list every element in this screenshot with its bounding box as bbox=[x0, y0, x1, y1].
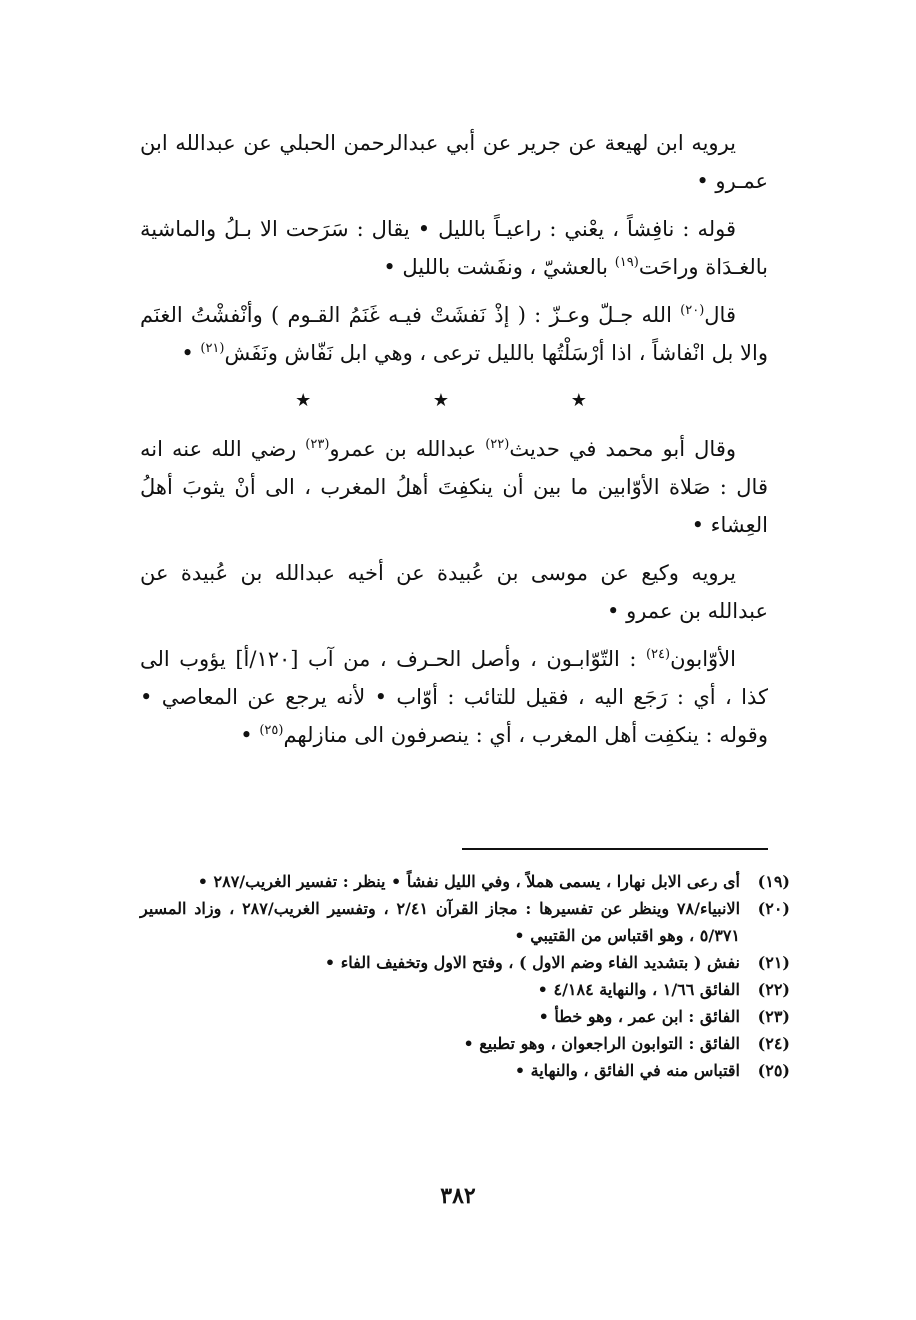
footnote-text: اقتباس منه في الفائق ، والنهاية • bbox=[514, 1061, 740, 1080]
note-ref-25: (٢٥) bbox=[259, 723, 284, 738]
note-ref-24: (٢٤) bbox=[645, 647, 671, 662]
footnote-number: (٢٠) bbox=[757, 899, 790, 918]
footnote-text: الانبياء/٧٨ وينظر عن تفسيرها : مجاز القرآن ٢/٤١ ، وتفسير الغريب/٢٨٧ ، وزاد المسير ٥/٣٧١ ، وهو اقتباس من القتيبي • bbox=[140, 899, 741, 945]
paragraph-2-text-cont: بالعشيّ ، ونفَشت بالليل • bbox=[383, 255, 615, 279]
paragraph-4 bbox=[140, 430, 768, 544]
paragraph-4-text-end: رضي الله عنه انه قال : صَلاة الأوّابين ما بين أن ينكفِتَ أهلُ المغرب ، الى أنْ يثوبَ أهلُ العِشاء • bbox=[140, 437, 768, 537]
footnote-number: (٢٢) bbox=[757, 980, 790, 999]
footnote-text: الفائق : ابن عمر ، وهو خطأ • bbox=[538, 1007, 740, 1026]
footnote-21 bbox=[140, 949, 790, 976]
footnote-19 bbox=[140, 868, 790, 895]
paragraph-6-text-cont: : التّوّابـون ، وأصل الحـرف ، من آب [١٢٠/أ] يؤوب الى كذا ، أي : رَجَع اليه ، فقيل للتائب : أوّاب • لأنه يرجع عن المعاصي • وقوله : ينكفِت أهل المغرب ، أي : ينصرفون الى منازلهم bbox=[140, 647, 768, 747]
main-text bbox=[140, 124, 768, 764]
footnote-25 bbox=[140, 1057, 790, 1084]
section-separator: ★ ★ ★ bbox=[295, 390, 645, 411]
paragraph-1 bbox=[140, 124, 768, 200]
note-ref-20: (٢٠) bbox=[680, 303, 705, 318]
footnote-20 bbox=[140, 895, 790, 949]
footnote-text: أى رعى الابل نهارا ، يسمى هملاً ، وفي الليل نفشاً • ينظر : تفسير الغريب/٢٨٧ • bbox=[197, 872, 740, 891]
paragraph-5-text: يرويه وكيع عن موسى بن عُبيدة عن أخيه عبدالله بن عُبيدة عن عبدالله بن عمرو • bbox=[140, 561, 768, 623]
paragraph-4-text: وقال أبو محمد في حديث bbox=[509, 437, 736, 461]
footnote-text: الفائق ١/٦٦ ، والنهاية ٤/١٨٤ • bbox=[537, 980, 740, 999]
footnote-24 bbox=[140, 1030, 790, 1057]
footnote-23 bbox=[140, 1003, 790, 1030]
footnote-number: (١٩) bbox=[757, 872, 790, 891]
footnote-number: (٢١) bbox=[757, 953, 790, 972]
paragraph-6 bbox=[140, 640, 768, 754]
footnote-22 bbox=[140, 976, 790, 1003]
paragraph-3 bbox=[140, 296, 768, 372]
footnote-number: (٢٤) bbox=[757, 1034, 790, 1053]
footnotes bbox=[140, 868, 790, 1084]
paragraph-5 bbox=[140, 554, 768, 630]
note-ref-19: (١٩) bbox=[614, 255, 639, 270]
paragraph-2 bbox=[140, 210, 768, 286]
paragraph-3-text-cont: الله جـلّ وعـزّ : ( إذْ نَفشَتْ فيـه غَنَمُ القـوم ) وأنْفشْتُ الغنَم والا بل انْفاشاً ، اذا أرْسَلْتُها بالليل ترعى ، وهي ابل نَفّاش ونَفَش bbox=[140, 303, 768, 365]
paragraph-3-end: • bbox=[181, 341, 201, 365]
paragraph-4-text-cont: عبدالله بن عمرو bbox=[329, 437, 486, 461]
page-number: ٣٨٢ bbox=[440, 1183, 476, 1209]
paragraph-1-text: يرويه ابن لهيعة عن جرير عن أبي عبدالرحمن الحبلي عن عبدالله ابن عمـرو • bbox=[140, 131, 768, 193]
note-ref-21: (٢١) bbox=[200, 341, 225, 356]
footnote-text: الفائق : التوابون الراجعوان ، وهو تطبيع • bbox=[463, 1034, 740, 1053]
note-ref-22: (٢٢) bbox=[485, 437, 510, 452]
footnote-number: (٢٣) bbox=[757, 1007, 790, 1026]
paragraph-6-end: • bbox=[240, 723, 260, 747]
paragraph-3-text: قال bbox=[704, 303, 736, 327]
paragraph-2-text: قوله : نافِشاً ، يعْني : راعيـاً بالليل • يقال : سَرَحت الا بـلُ والماشية بالغـدَاة وراحَت bbox=[140, 217, 768, 279]
note-ref-23: (٢٣) bbox=[305, 437, 330, 452]
footnote-number: (٢٥) bbox=[757, 1061, 790, 1080]
paragraph-6-text: الأوّابون bbox=[670, 647, 736, 671]
footnote-text: نفش ( بتشديد الفاء وضم الاول ) ، وفتح الاول وتخفيف الفاء • bbox=[324, 953, 740, 972]
footnote-divider bbox=[462, 848, 768, 850]
